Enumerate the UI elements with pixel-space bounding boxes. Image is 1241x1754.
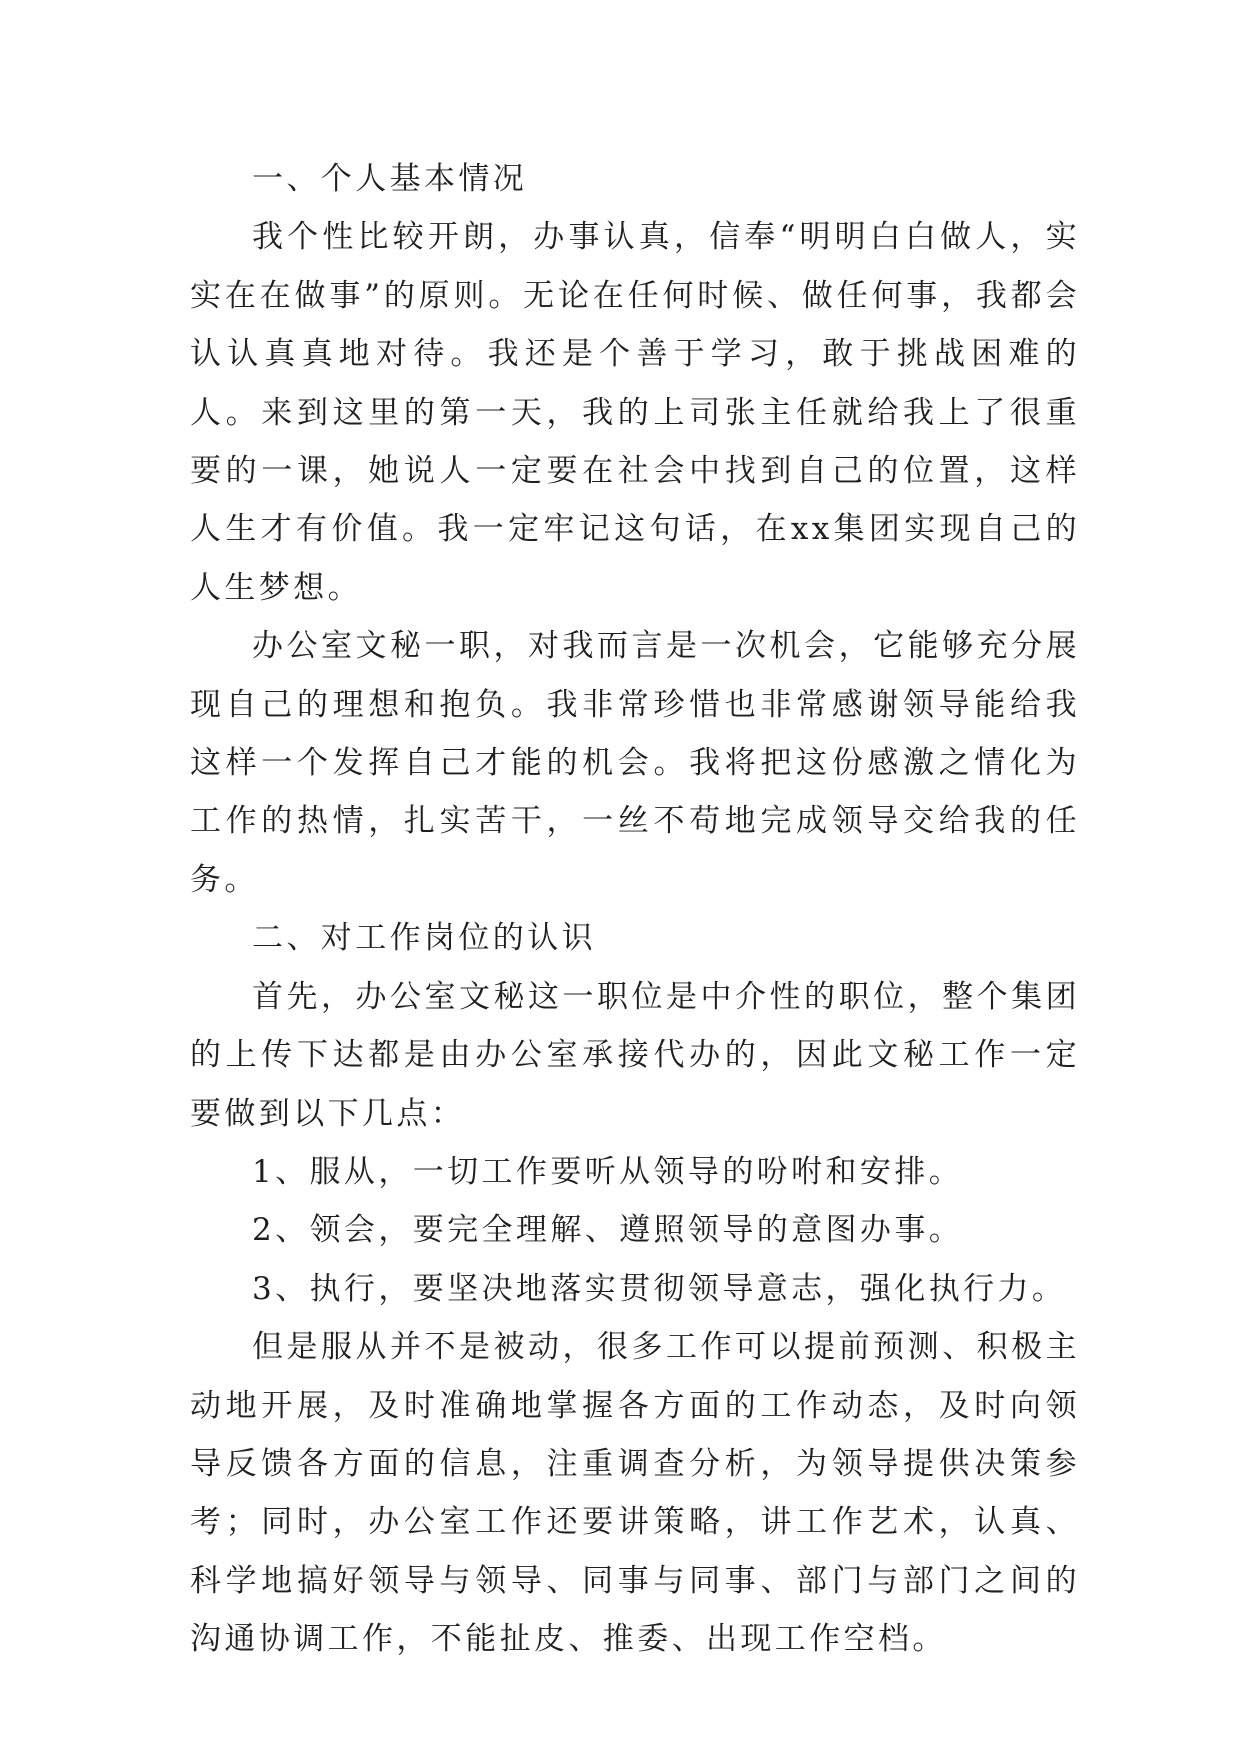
list-item-obey: 1、服从，一切工作要听从领导的吩咐和安排。: [252, 1153, 964, 1190]
section-heading-basic-info: 一、个人基本情况: [252, 161, 528, 197]
paragraph-personality: 我个性比较开朗，办事认真，信奉“明明白白做人，实实在在做事”的原则。无论在任何时候、做任何事，我都会认认真真地对待。我还是个善于学习，敢于挑战困难的人。来到这里的第一天，我的上司张主任就给我上了很重要的一课，她说人一定要在社会中找到自己的位置，这样人生才有价值。我一定牢记这句话，在xx集团实现自己的人生梦想。: [190, 219, 1080, 606]
section-heading-job-understanding: 二、对工作岗位的认识: [252, 920, 596, 957]
list-item-comprehend: 2、领会，要完全理解、遵照领导的意图办事。: [252, 1212, 964, 1249]
list-item-execute: 3、执行，要坚决地落实贯彻领导意志，强化执行力。: [252, 1270, 1067, 1307]
paragraph-opportunity: 办公室文秘一职，对我而言是一次机会，它能够充分展现自己的理想和抱负。我非常珍惜也非常感谢领导能给我这样一个发挥自己才能的机会。我将把这份感激之情化为工作的热情，扎实苦干，一丝不苟地完成领导交给我的任务。: [190, 628, 1080, 898]
document-body: [190, 150, 1080, 1669]
paragraph-proactive-work: 但是服从并不是被动，很多工作可以提前预测、积极主动地开展，及时准确地掌握各方面的工作动态，及时向领导反馈各方面的信息，注重调查分析，为领导提供决策参考；同时，办公室工作还要讲策略，讲工作艺术，认真、科学地搞好领导与领导、同事与同事、部门与部门之间的沟通协调工作，不能扯皮、推委、出现工作空档。: [190, 1329, 1080, 1658]
paragraph-intermediary-role: 首先，办公室文秘这一职位是中介性的职位，整个集团的上传下达都是由办公室承接代办的，因此文秘工作一定要做到以下几点：: [190, 978, 1080, 1132]
